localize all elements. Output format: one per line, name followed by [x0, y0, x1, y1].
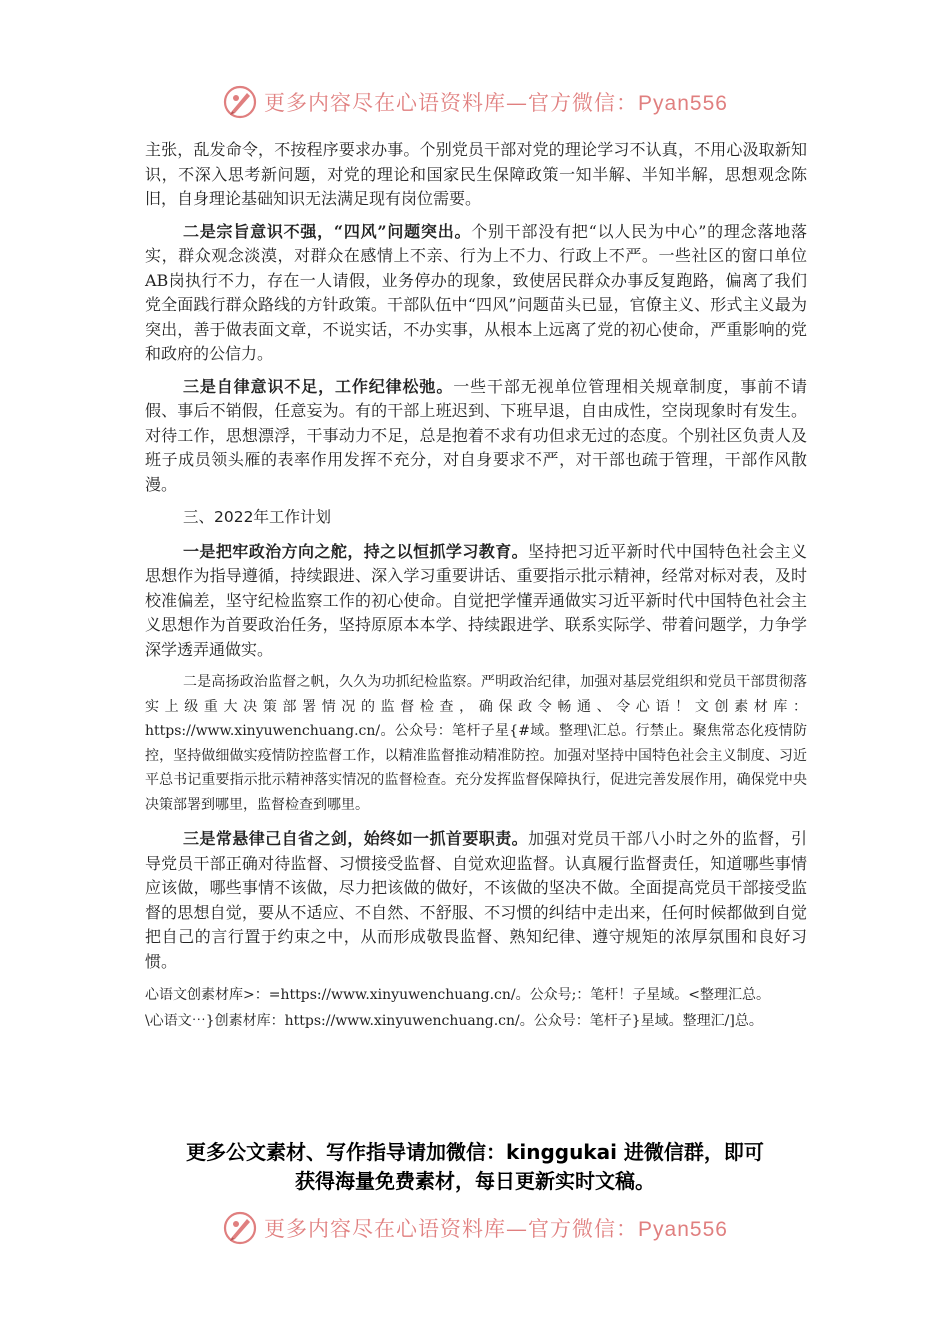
- footer-banner: [0, 1206, 950, 1250]
- paragraph-6: 三是常悬律己自省之剑，始终如一抓首要职责。加强对党员干部八小时之外的监督，引导党员干部正确对待监督、习惯接受监督、自觉欢迎监督。认真履行监督责任，知道哪些事情应该做，哪些事情不该做，尽力把该做的做好，不该做的坚决不做。全面提高党员干部接受监督的思想自觉，要从不适应、不自然、不舒服、不习惯的纠结中走出来，任何时候都做到自觉把自己的言行置于约束之中，从而形成敬畏监督、熟知纪律、遵守规矩的浓厚氛围和良好习惯。: [145, 829, 807, 971]
- header-banner: [0, 80, 950, 124]
- paragraph-1: 主张，乱发命令，不按程序要求办事。个别党员干部对党的理论学习不认真，不用心汲取新知识，不深入思考新问题，对党的理论和国家民生保障政策一知半解、半知半解，思想观念陈旧，自身理论基础知识无法满足现有岗位需要。: [145, 140, 807, 208]
- section-heading: 三、2022年工作计划: [183, 508, 331, 526]
- promo-line-2: 获得海量免费素材，每日更新实时文稿。: [295, 1169, 655, 1193]
- document-body: [145, 138, 807, 1034]
- footnote-1: 心语文创素材库>：=https://www.xinyuwenchuang.cn/。公众号;：笔杆！子星域。<整理汇总。: [145, 987, 771, 1003]
- paragraph-4: 一是把牢政治方向之舵，持之以恒抓学习教育。坚持把习近平新时代中国特色社会主义思想作为指导遵循，持续跟进、深入学习重要讲话、重要指示批示精神，经常对标对表，及时校准偏差，坚守纪检监察工作的初心使命。自觉把学懂弄通做实习近平新时代中国特色社会主义思想作为首要政治任务，坚持原原本本学、持续跟进学、联系实际学、带着问题学，力争学深学透弄通做实。: [145, 541, 807, 659]
- paragraph-3: 三是自律意识不足，工作纪律松弛。一些干部无视单位管理相关规章制度，事前不请假、事后不销假，任意妄为。有的干部上班迟到、下班早退，自由成性，空岗现象时有发生。对待工作，思想漂浮，干事动力不足，总是抱着不求有功但求无过的态度。个别社区负责人及班子成员领头雁的表率作用发挥不充分，对自身要求不严，对干部也疏于管理，干部作风散漫。: [145, 376, 807, 494]
- footnote-2: \心语文⋯}创素材库：https://www.xinyuwenchuang.cn/。公众号：笔杆子}星域。整理汇/]总。: [145, 1013, 763, 1029]
- paragraph-5: 二是高扬政治监督之帆，久久为功抓纪检监察。严明政治纪律，加强对基层党组织和党员干部贯彻落实上级重大决策部署情况的监督检查，确保政令畅通、令心语！文创素材库：https://www.xinyuwenchuang.cn/。公众号：笔杆子星{#域。整理\汇总。行禁止。聚焦常态化疫情防控，坚持做细做实疫情防控监督工作，以精准监督推动精准防控。加强对坚持中国特色社会主义制度、习近平总书记重要指示批示精神落实情况的监督检查。充分发挥监督保障执行，促进完善发展作用，确保党中央决策部署到哪里，监督检查到哪里。: [145, 674, 807, 813]
- paragraph-2: 二是宗旨意识不强，“四风”问题突出。个别干部没有把“以人民为中心”的理念落地落实，群众观念淡漠，对群众在感情上不亲、行为上不力、行政上不严。一些社区的窗口单位AB岗执行不力，存在一人请假，业务停办的现象，致使居民群众办事反复跑路，偏离了我们党全面践行群众路线的方针政策。干部队伍中“四风”问题苗头已显，官僚主义、形式主义最为突出，善于做表面文章，不说实话，不办实事，从根本上远离了党的初心使命，严重影响的党和政府的公信力。: [145, 221, 807, 363]
- pen-logo-icon: [222, 1210, 258, 1246]
- pen-logo-icon: [222, 84, 258, 120]
- promo-line-1: 更多公文素材、写作指导请加微信：kinggukai 进微信群，即可: [186, 1140, 764, 1164]
- footer-banner-text: 更多内容尽在心语资料库—官方微信：Pyan556: [264, 1217, 728, 1241]
- promo-callout: [0, 1138, 950, 1196]
- header-banner-text: 更多内容尽在心语资料库—官方微信：Pyan556: [264, 91, 728, 115]
